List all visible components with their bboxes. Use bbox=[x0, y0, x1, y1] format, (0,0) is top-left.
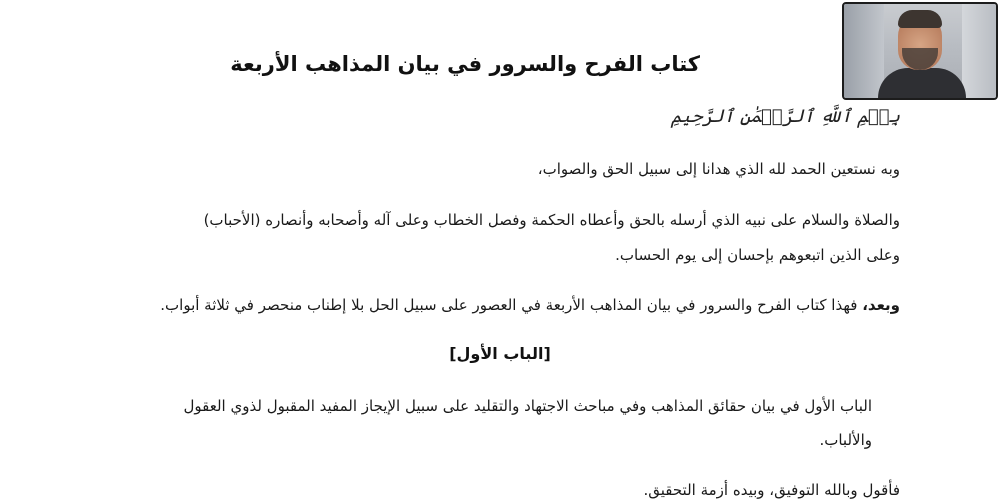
paragraph-introduction bbox=[160, 296, 900, 314]
paragraph-salutation-line-1: والصلاة والسلام على نبيه الذي أرسله بالحق وأعطاه الحكمة وفصل الخطاب وعلى آله وأصحابه وأنصاره (الأحباب) bbox=[203, 211, 900, 229]
paragraph-chapter-line-2: والألباب. bbox=[819, 431, 872, 449]
background-shelf bbox=[844, 4, 884, 100]
paragraph-chapter-line-1: الباب الأول في بيان حقائق المذاهب وفي مباحث الاجتهاد والتقليد على سبيل الإيجاز المفيد المقبول لذوي العقول bbox=[183, 397, 872, 415]
introduction-text: فهذا كتاب الفرح والسرور في بيان المذاهب الأربعة في العصور على سبيل الحل بلا إطناب منحصر في ثلاثة أبواب. bbox=[160, 296, 863, 314]
document-title: كتاب الفرح والسرور في بيان المذاهب الأربعة bbox=[230, 52, 700, 76]
basmala-calligraphy: بِسۡمِ ٱللَّهِ ٱلرَّحۡمَٰنِ ٱلرَّحِيمِ bbox=[670, 106, 900, 127]
chapter-heading: [الباب الأول] bbox=[449, 344, 551, 363]
introduction-bold-word: وبعد، bbox=[862, 296, 900, 314]
webcam-overlay bbox=[842, 2, 998, 100]
paragraph-opening: وبه نستعين الحمد لله الذي هدانا إلى سبيل الحق والصواب، bbox=[537, 160, 900, 178]
background-wall bbox=[962, 4, 996, 100]
paragraph-closing: فأقول وبالله التوفيق، وبيده أزمة التحقيق. bbox=[643, 481, 900, 499]
paragraph-salutation-line-2: وعلى الذين اتبعوهم بإحسان إلى يوم الحساب. bbox=[615, 246, 900, 264]
speaker-torso bbox=[878, 68, 966, 100]
speaker-hair bbox=[898, 10, 942, 28]
